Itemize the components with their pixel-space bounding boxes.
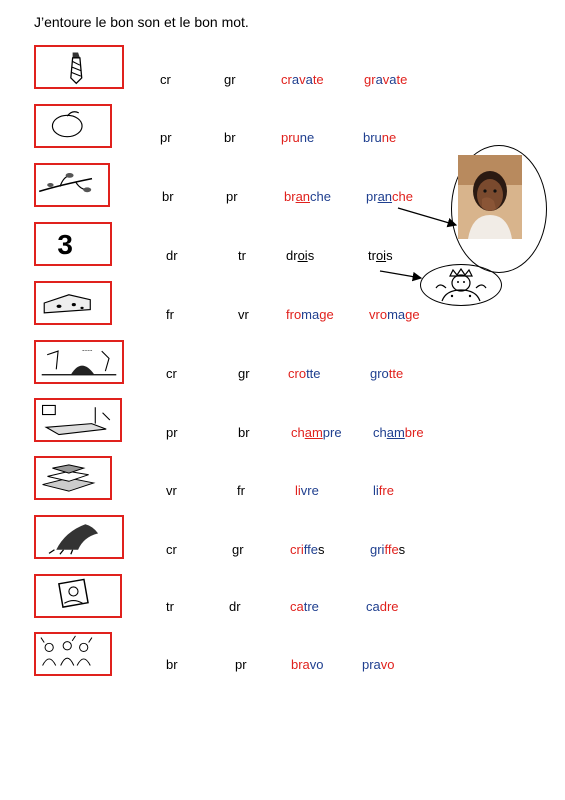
word-fragment: a (291, 72, 300, 87)
picture-frame-icon (34, 574, 122, 618)
page-title: J’entoure le bon son et le bon mot. (34, 14, 249, 30)
sound-option-2: gr (232, 542, 244, 557)
sound-option-2: gr (238, 366, 250, 381)
word-fragment: bru (363, 130, 382, 145)
cheering-people-icon (34, 632, 112, 676)
word-option-1 (290, 599, 319, 614)
word-fragment: ma (387, 307, 406, 322)
word-option-1 (286, 307, 334, 322)
word-fragment: gr (364, 72, 376, 87)
word-fragment: ca (290, 599, 304, 614)
word-fragment: gro (370, 366, 389, 381)
word-fragment: ne (299, 130, 315, 145)
word-fragment: ca (366, 599, 380, 614)
cheese-icon (34, 281, 112, 325)
word-fragment: ge (405, 307, 420, 322)
sound-option-1: br (166, 657, 178, 672)
sound-option-2: gr (224, 72, 236, 87)
word-fragment: tte (306, 366, 321, 381)
word-fragment: an (377, 189, 393, 204)
word-option-2 (373, 425, 424, 440)
number-three-icon (34, 222, 112, 266)
sound-option-2: br (238, 425, 250, 440)
word-fragment: cri (290, 542, 304, 557)
word-option-2 (364, 72, 407, 87)
sound-option-2: pr (226, 189, 238, 204)
girl-photo-icon (458, 155, 522, 239)
word-option-1 (290, 542, 324, 557)
word-option-2 (362, 657, 395, 672)
cave-icon (34, 340, 124, 384)
word-option-1 (286, 248, 314, 263)
sound-option-1: fr (166, 307, 174, 322)
word-fragment: a (305, 72, 313, 87)
word-fragment: te (312, 72, 324, 87)
word-option-1 (281, 130, 314, 145)
word-fragment: bre (404, 425, 424, 440)
word-fragment: li (295, 483, 301, 498)
sound-option-2: br (224, 130, 236, 145)
word-option-2 (373, 483, 394, 498)
word-fragment: ma (301, 307, 320, 322)
word-option-2 (370, 366, 403, 381)
word-fragment: oi (297, 248, 308, 263)
bedroom-icon (34, 398, 122, 442)
word-option-2 (366, 599, 399, 614)
sound-option-2: dr (229, 599, 241, 614)
word-fragment: tr (368, 248, 376, 263)
word-fragment: cro (288, 366, 307, 381)
word-fragment: s (317, 542, 325, 557)
branch-icon (34, 163, 110, 207)
word-option-1 (284, 189, 331, 204)
word-fragment: che (310, 189, 331, 204)
word-fragment: s (398, 542, 406, 557)
sound-option-2: vr (238, 307, 249, 322)
word-fragment: dr (286, 248, 298, 263)
sound-option-2: pr (235, 657, 247, 672)
sound-option-1: dr (166, 248, 178, 263)
arrow-to-king (380, 271, 421, 278)
word-fragment: dre (379, 599, 399, 614)
claws-icon (34, 515, 124, 559)
arrow-to-photo (398, 208, 456, 225)
word-fragment: tte (388, 366, 404, 381)
word-fragment: ffe (384, 542, 399, 557)
word-fragment: vro (369, 307, 388, 322)
sound-option-2: tr (238, 248, 246, 263)
sound-option-2: fr (237, 483, 245, 498)
plum-icon (34, 104, 112, 148)
word-option-2 (368, 248, 393, 263)
word-fragment: v (299, 72, 306, 87)
word-fragment: v (382, 72, 390, 87)
word-fragment: ge (319, 307, 334, 322)
word-fragment: vre (300, 483, 319, 498)
word-fragment: ch (373, 425, 387, 440)
word-fragment: tre (303, 599, 319, 614)
word-fragment: ne (381, 130, 397, 145)
books-icon (34, 456, 112, 500)
word-fragment: br (284, 189, 296, 204)
word-fragment: li (373, 483, 379, 498)
word-option-2 (369, 307, 420, 322)
word-fragment: pre (322, 425, 342, 440)
word-fragment: te (396, 72, 408, 87)
word-fragment: gri (370, 542, 385, 557)
word-fragment: vo (380, 657, 395, 672)
sound-option-1: cr (160, 72, 171, 87)
word-fragment: s (386, 248, 393, 263)
necktie-icon (34, 45, 124, 89)
sound-option-1: pr (160, 130, 172, 145)
word-option-2 (370, 542, 405, 557)
svg-text:~~~~: ~~~~ (81, 348, 93, 353)
sound-option-1: cr (166, 542, 177, 557)
word-fragment: cr (281, 72, 292, 87)
word-fragment: oi (375, 248, 387, 263)
svg-text:3: 3 (57, 228, 73, 260)
sound-option-1: cr (166, 366, 177, 381)
word-option-2 (366, 189, 413, 204)
word-fragment: am (386, 425, 405, 440)
king-icon (430, 268, 492, 302)
word-fragment: fro (286, 307, 302, 322)
word-fragment: ch (291, 425, 305, 440)
sound-option-1: tr (166, 599, 174, 614)
word-fragment: pr (366, 189, 378, 204)
word-fragment: pru (281, 130, 300, 145)
word-fragment: che (392, 189, 413, 204)
word-fragment: a (389, 72, 397, 87)
word-option-1 (295, 483, 319, 498)
word-fragment: fre (378, 483, 394, 498)
word-fragment: vo (309, 657, 324, 672)
sound-option-1: vr (166, 483, 177, 498)
word-option-1 (291, 657, 324, 672)
sound-option-1: pr (166, 425, 178, 440)
sound-option-1: br (162, 189, 174, 204)
word-fragment: an (295, 189, 311, 204)
word-option-1 (288, 366, 321, 381)
word-option-1 (291, 425, 342, 440)
word-fragment: a (375, 72, 383, 87)
word-fragment: ffe (303, 542, 318, 557)
word-fragment: bra (291, 657, 310, 672)
word-option-2 (363, 130, 396, 145)
word-fragment: am (304, 425, 323, 440)
word-fragment: pra (362, 657, 381, 672)
word-fragment: s (307, 248, 315, 263)
word-option-1 (281, 72, 324, 87)
